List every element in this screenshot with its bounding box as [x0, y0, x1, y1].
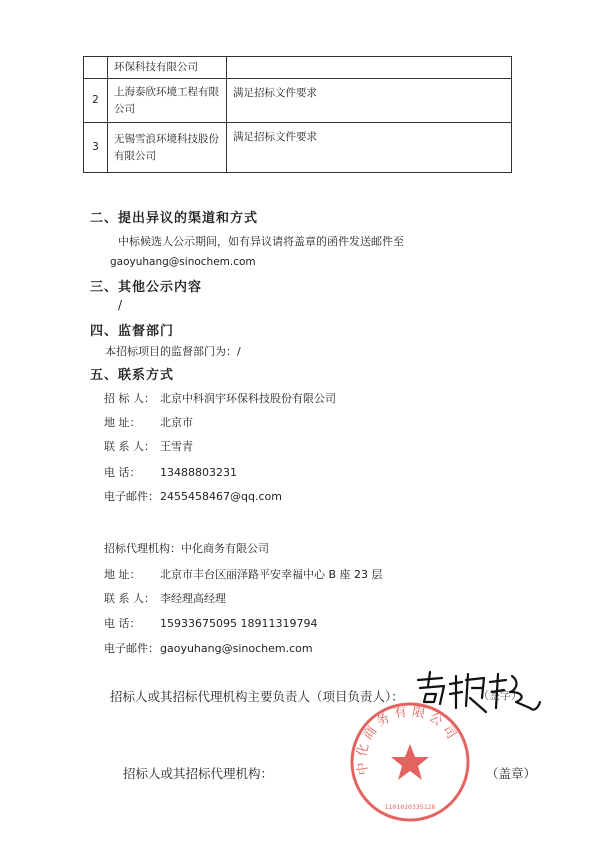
- field-label: 招标代理机构：: [104, 542, 181, 555]
- seal-graphic: [352, 704, 468, 820]
- official-seal: [348, 700, 472, 824]
- candidate-note: 满足招标文件要求: [227, 123, 512, 173]
- field-label: 地 址：: [104, 416, 141, 429]
- field-label: 招 标 人：: [104, 392, 155, 405]
- field-label: 联 系 人：: [104, 440, 155, 453]
- field-value: 李经理高经理: [160, 592, 226, 605]
- agency-phone-row: [104, 615, 317, 631]
- table-row: [84, 123, 512, 173]
- tenderer-address-row: [104, 414, 193, 430]
- field-value: 15933675095 18911319794: [160, 617, 318, 630]
- seal-line: 招标人或其招标代理机构：: [123, 766, 274, 781]
- tenderer-name-row: [104, 390, 336, 406]
- other-content: /: [118, 298, 123, 312]
- field-label: 电子邮件：: [104, 642, 159, 655]
- section-heading-objection: 二、提出异议的渠道和方式: [90, 211, 259, 226]
- seal-code: 1101020335126: [384, 803, 436, 811]
- field-value: 北京市丰台区丽泽路平安幸福中心 B 座 23 层: [160, 568, 383, 581]
- field-value: 中化商务有限公司: [181, 542, 269, 555]
- section-heading-other: 三、其他公示内容: [90, 280, 203, 295]
- candidate-name: 上海泰欣环境工程有限公司: [108, 79, 227, 123]
- candidate-note: [227, 57, 512, 79]
- field-value: 2455458467@qq.com: [160, 490, 282, 503]
- seal-org-text: 中化商务有限公司: [354, 704, 461, 777]
- row-number: 3: [84, 123, 108, 173]
- supervision-text: 本招标项目的监督部门为：/: [105, 345, 241, 358]
- objection-email: gaoyuhang@sinochem.com: [110, 256, 256, 268]
- table-row: [84, 79, 512, 123]
- field-label: 联 系 人：: [104, 592, 155, 605]
- candidate-name: 无锡雪浪环境科技股份有限公司: [108, 123, 227, 173]
- sign-note: （签字）: [478, 689, 522, 702]
- section-heading-contact: 五、联系方式: [90, 368, 175, 383]
- agency-email-row: [104, 640, 313, 656]
- field-value: 王雪青: [160, 440, 193, 453]
- agency-name-row: [104, 540, 269, 556]
- signatory-line: 招标人或其招标代理机构主要负责人（项目负责人）：: [110, 689, 404, 704]
- handwritten-signature: [412, 668, 542, 718]
- candidate-name: 环保科技有限公司: [108, 57, 227, 79]
- table-row: [84, 57, 512, 79]
- field-label: 地 址：: [104, 568, 141, 581]
- field-value: gaoyuhang@sinochem.com: [160, 642, 313, 655]
- objection-text: 中标候选人公示期间，如有异议请将盖章的函件发送邮件至: [118, 235, 404, 248]
- agency-address-row: [104, 566, 383, 582]
- seal-note: （盖章）: [486, 766, 537, 781]
- tenderer-phone-row: [104, 464, 237, 480]
- candidate-note: 满足招标文件要求: [227, 79, 512, 123]
- candidates-table: [83, 56, 512, 173]
- row-number: 2: [84, 79, 108, 123]
- field-value: 北京市: [160, 416, 193, 429]
- row-number: [84, 57, 108, 79]
- tenderer-contact-row: [104, 438, 193, 454]
- field-label: 电 话：: [104, 617, 141, 630]
- field-value: 13488803231: [160, 466, 237, 479]
- field-value: 北京中科润宇环保科技股份有限公司: [160, 392, 336, 405]
- section-heading-supervision: 四、监督部门: [90, 324, 175, 339]
- field-label: 电 话：: [104, 466, 141, 479]
- agency-contact-row: [104, 590, 226, 606]
- field-label: 电子邮件：: [104, 490, 159, 503]
- tenderer-email-row: [104, 488, 282, 504]
